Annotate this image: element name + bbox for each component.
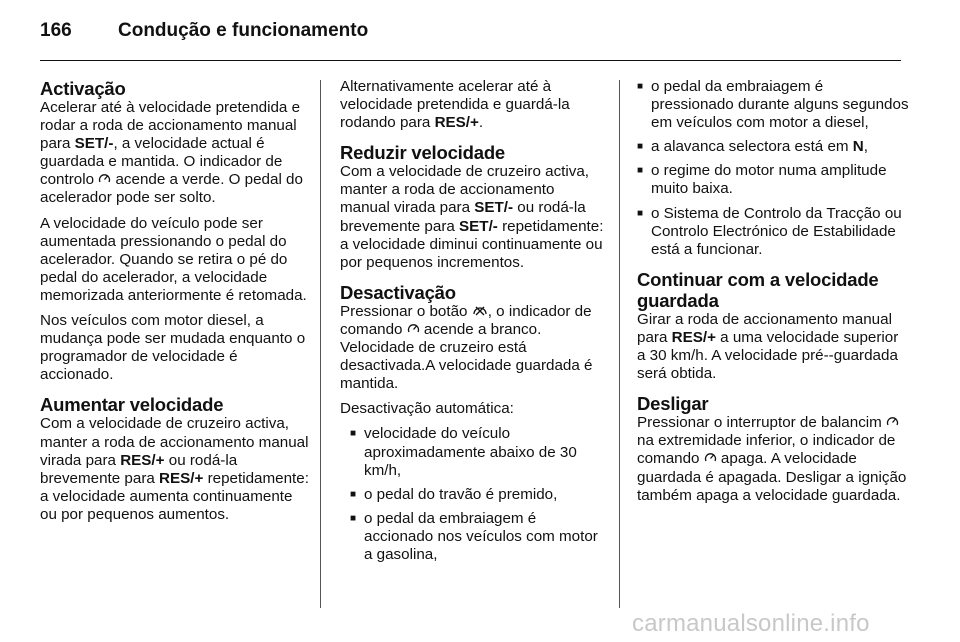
heading-continuar: Continuar com a velocidade guardada	[637, 268, 879, 311]
paragraph: Alternativamente acelerar até à velocidade pretendida e guardá-la rodando para RES/+.	[340, 78, 570, 132]
column-3	[637, 78, 909, 512]
page-number: 166	[40, 20, 72, 41]
heading-reduzir: Reduzir velocidade	[340, 142, 506, 164]
paragraph: Desactivação automática:	[340, 400, 514, 418]
column-1	[40, 78, 312, 531]
cruise-control-icon	[98, 173, 111, 184]
cancel-button-icon	[472, 305, 488, 316]
list-item: ■ o regime do motor numa amplitude muito baixa.	[637, 162, 909, 198]
list-item: ■ o pedal da embraiagem é accionado nos veículos com motor a gasolina,	[350, 510, 608, 564]
header-rule	[40, 60, 901, 61]
heading-desactivacao: Desactivação	[340, 281, 456, 303]
paragraph: Pressionar o interruptor de balancim na extremidade inferior, o indicador de comando apaga. A velocidade guardada é apagada. Desligar a ignição também apaga a velocidade guardada.	[637, 414, 907, 504]
column-divider-1	[320, 80, 321, 608]
cruise-control-icon	[704, 452, 717, 463]
paragraph: Com a velocidade de cruzeiro activa, manter a roda de accionamento manual virada para SET/- ou rodá-la brevemente para SET/- repetidamente: a velocidade diminui continuamente ou por pequenos incrementos.	[340, 163, 604, 271]
paragraph: Pressionar o botão , o indicador de comando acende a branco. Velocidade de cruzeiro está desactivada.A velocidade guardada é mantida.	[340, 302, 593, 393]
list-item: ■ o Sistema de Controlo da Tracção ou Controlo Electrónico de Estabilidade está a funcionar.	[637, 205, 909, 259]
paragraph: Girar a roda de accionamento manual para RES/+ a uma velocidade superior a 30 km/h. A velocidade pré--guardada será obtida.	[637, 310, 899, 383]
cruise-control-icon	[886, 416, 899, 427]
list-item: ■ velocidade do veículo aproximadamente abaixo de 30 km/h,	[350, 425, 608, 479]
paragraph: Acelerar até à velocidade pretendida e rodar a roda de accionamento manual para SET/-, a velocidade actual é guardada e mantida. O indicador de controlo acende a verde. O pedal do acelerador pode ser solto.	[40, 99, 303, 207]
heading-activacao: Activação	[40, 78, 126, 99]
paragraph: Nos veículos com motor diesel, a mudança pode ser mudada enquanto o programador de velocidade é accionado.	[40, 312, 306, 384]
list-item: ■ a alavanca selectora está em N,	[637, 138, 909, 156]
column-divider-2	[619, 80, 620, 608]
paragraph: Com a velocidade de cruzeiro activa, manter a roda de accionamento manual virada para RES/+ ou rodá-la brevemente para RES/+ repetidamente: a velocidade aumenta continuamente ou por pequenos aumentos.	[40, 415, 309, 523]
column-2	[340, 78, 608, 571]
heading-aumentar: Aumentar velocidade	[40, 394, 224, 416]
list-item: ■ o pedal da embraiagem é pressionado durante alguns segundos em veículos com motor a diesel,	[637, 78, 909, 132]
section-title: Condução e funcionamento	[118, 20, 369, 41]
paragraph: A velocidade do veículo pode ser aumentada pressionando o pedal do acelerador. Quando se retira o pé do pedal do acelerador, a velocidade memorizada anteriormente é retomada.	[40, 214, 307, 304]
bullet-list	[637, 78, 909, 259]
heading-desligar: Desligar	[637, 393, 709, 415]
watermark: carmanualsonline.info	[632, 610, 870, 637]
bullet-list	[350, 425, 608, 564]
cruise-control-icon	[407, 323, 420, 334]
page-header	[40, 20, 368, 46]
list-item: ■ o pedal do travão é premido,	[350, 486, 608, 504]
